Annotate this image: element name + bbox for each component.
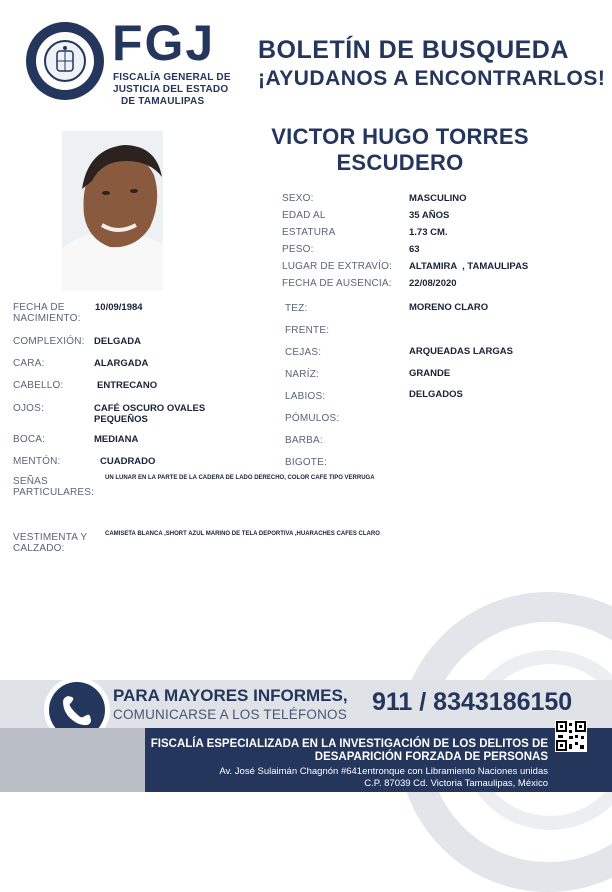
complexion-value: DELGADA [94,336,141,347]
person-name [240,124,560,176]
nariz-label: NARÍZ: [285,369,319,380]
senas-label [13,476,94,498]
ojos-value-line-2: PEQUEÑOS [94,414,148,425]
labios-value: DELGADOS [409,389,463,400]
vestimenta-label-line-1: VESTIMENTA Y [13,532,88,543]
tamaulipas-seal-icon [44,40,86,82]
tez-label: TEZ: [285,303,308,314]
cejas-label: CEJAS: [285,347,322,358]
ojos-value [94,403,205,425]
person-photo [62,131,163,291]
boca-label: BOCA: [13,434,46,445]
menton-label: MENTÓN: [13,456,61,467]
org-line-2: JUSTICIA DEL ESTADO [113,84,229,95]
nacimiento-label-line-1: FECHA DE [13,302,65,313]
peso-label: PESO: [282,244,314,255]
sexo-value: MASCULINO [409,193,467,204]
edad-label: EDAD AL [282,210,326,221]
vestimenta-label [13,532,87,554]
address-line-1: Av. José Sulaimán Chagnón #641entronque con Libramiento Naciones unidas [219,766,548,777]
nacimiento-label-line-2: NACIMIENTO: [13,313,81,324]
ojos-value-line-1: CAFÉ OSCURO OVALES [94,403,206,414]
nacimiento-label [13,302,81,324]
office-name-line-2: DESAPARICIÓN FORZADA DE PERSONAS [314,751,548,763]
logo-title: FGJ [112,15,216,71]
info-subtitle: COMUNICARSE A LOS TELÉFONOS [113,707,347,722]
cejas-value: ARQUEADAS LARGAS [409,346,513,357]
office-name [150,738,548,764]
vestimenta-label-line-2: CALZADO: [13,543,65,554]
estatura-label: ESTATURA [282,227,336,238]
edad-value: 35 AÑOS [409,210,450,221]
office-bar-accent [0,728,145,792]
lugar-extravio-label: LUGAR DE EXTRAVÍO: [282,261,393,272]
peso-value: 63 [409,244,420,255]
qr-code-icon [555,720,587,752]
bulletin-subtitle: ¡AYUDANOS A ENCONTRARLOS! [258,67,606,90]
complexion-label: COMPLEXIÓN: [13,336,85,347]
bulletin-title: BOLETÍN DE BUSQUEDA [258,36,569,64]
info-title: PARA MAYORES INFORMES, [113,686,348,705]
nariz-value: GRANDE [409,368,451,379]
tez-value: MORENO CLARO [409,302,489,313]
lugar-extravio-value: ALTAMIRA , TAMAULIPAS [409,261,529,272]
organization-name [113,72,233,108]
fecha-ausencia-value: 22/08/2020 [409,278,457,289]
menton-value: CUADRADO [100,456,156,467]
cabello-label: CABELLO: [13,380,64,391]
cabello-value: ENTRECANO [97,380,158,391]
bigote-label: BIGOTE: [285,457,327,468]
person-name-line-2: ESCUDERO [336,150,464,175]
pomulos-label: PÓMULOS: [285,413,340,424]
cara-value: ALARGADA [94,358,149,369]
org-line-1: FISCALÍA GENERAL DE [113,72,231,83]
phone-numbers: 911 / 8343186150 [372,688,573,716]
frente-label: FRENTE: [285,325,330,336]
org-line-3: DE TAMAULIPAS [121,96,205,107]
barba-label: BARBA: [285,435,323,446]
office-name-line-1: FISCALÍA ESPECIALIZADA EN LA INVESTIGACIÓN DE LOS DELITOS DE [150,738,548,750]
cara-label: CARA: [13,358,45,369]
vestimenta-value: CAMISETA BLANCA ,SHORT AZUL MARINO DE TELA DEPORTIVA ,HUARACHES CAFES CLARO [105,531,380,537]
labios-label: LABIOS: [285,391,326,402]
fecha-ausencia-label: FECHA DE AUSENCIA: [282,278,392,289]
senas-value: UN LUNAR EN LA PARTE DE LA CADERA DE LADO DERECHO, COLOR CAFE TIPO VERRUGA [105,475,375,481]
boca-value: MEDIANA [94,434,139,445]
ojos-label: OJOS: [13,403,45,414]
senas-label-line-1: SEÑAS [13,476,48,487]
sexo-label: SEXO: [282,193,314,204]
estatura-value: 1.73 CM. [409,227,448,238]
senas-label-line-2: PARTICULARES: [13,487,95,498]
address-line-2: C.P. 87039 Cd. Victoria Tamaulipas, México [364,778,548,789]
person-name-line-1: VICTOR HUGO TORRES [271,124,529,149]
nacimiento-value: 10/09/1984 [95,302,143,313]
office-address [150,766,548,790]
